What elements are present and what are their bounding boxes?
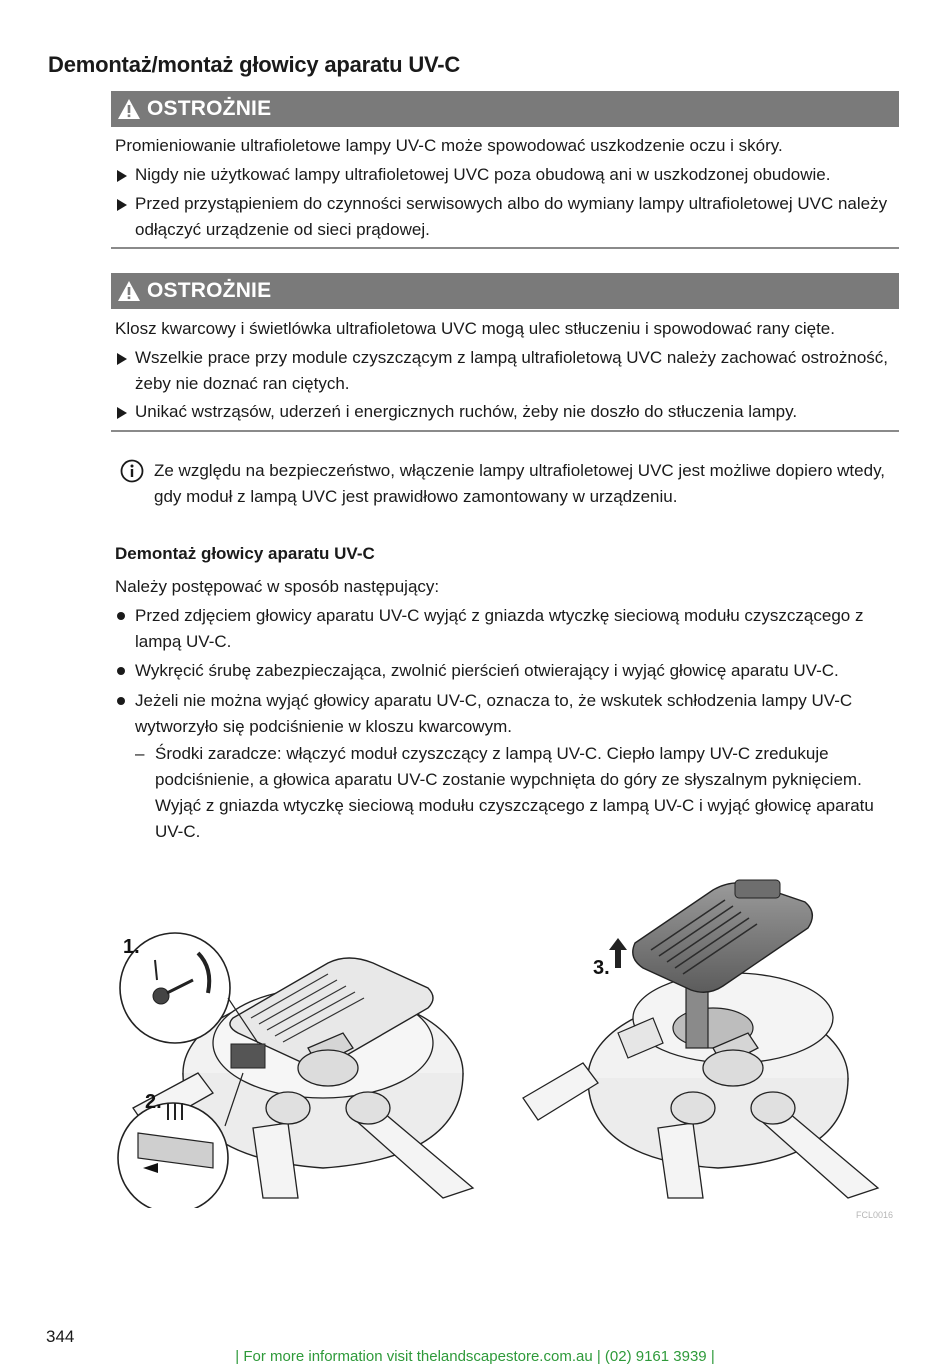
arrow-bullet-icon xyxy=(117,199,127,211)
footer-text: | For more information visit thelandscapestore.com.au | (02) 9161 3939 | xyxy=(235,1348,715,1365)
caution-item xyxy=(115,191,900,243)
left-unit-drawing xyxy=(118,933,473,1208)
caution-item xyxy=(115,162,900,188)
info-icon xyxy=(120,459,144,483)
caution-header-2 xyxy=(111,273,899,309)
step-text: Przed zdjęciem głowicy aparatu UV-C wyjąć z gniazda wtyczkę sieciową modułu czyszczącego z lampą UV-C. xyxy=(135,606,864,651)
caution-item-text: Nigdy nie użytkować lampy ultrafioletowej UVC poza obudową ani w uszkodzonej obudowie. xyxy=(135,165,831,184)
arrow-bullet-icon xyxy=(117,407,127,419)
page-title: Demontaż/montaż głowicy aparatu UV-C xyxy=(48,52,461,77)
remedy-item xyxy=(135,741,900,845)
caution-item xyxy=(115,399,900,425)
step-text: Jeżeli nie można wyjąć głowicy aparatu UV-C, oznacza to, że wskutek schłodzenia lampy UV-C wytworzyło się podciśnienie w kloszu kwarcowym. xyxy=(135,691,853,736)
caution-label: OSTROŻNIE xyxy=(147,97,272,120)
section-intro: Należy postępować w sposób następujący: xyxy=(115,577,440,596)
right-unit-drawing xyxy=(523,880,878,1198)
page-number: 344 xyxy=(46,1327,75,1346)
bullet-dot-icon xyxy=(117,667,125,675)
info-note: Ze względu na bezpieczeństwo, włączenie lampy ultrafioletowej UVC jest możliwe dopiero wtedy, gdy moduł z lampą UVC jest prawidłowo zamontowany w urządzeniu. xyxy=(154,461,886,506)
step-label-2: 2. xyxy=(145,1091,162,1113)
section-heading: Demontaż głowicy aparatu UV-C xyxy=(115,544,375,563)
step-item xyxy=(115,603,900,655)
caution-intro-2: Klosz kwarcowy i świetlówka ultrafioletowa UVC mogą ulec stłuczeniu i spowodować rany cięte. xyxy=(115,319,835,338)
warning-triangle-icon xyxy=(117,279,141,303)
caution-item xyxy=(115,345,900,397)
warning-triangle-icon xyxy=(117,97,141,121)
divider xyxy=(111,430,899,432)
remedy-text: Środki zaradcze: włączyć moduł czyszczący z lampą UV-C. Ciepło lampy UV-C zredukuje podciśnienie, a głowica aparatu UV-C zostanie wypchnięta do góry ze słyszalnym pyknięciem. Wyjąć z gniazda wtyczkę sieciową modułu czyszczącego z lampą UV-C i wyjąć głowicę aparatu UV-C. xyxy=(155,744,874,841)
caution-item-text: Przed przystąpieniem do czynności serwisowych albo do wymiany lampy ultrafioletowej UVC należy odłączyć urządzenie od sieci prądowej. xyxy=(135,194,888,239)
caution-item-text: Unikać wstrząsów, uderzeń i energicznych ruchów, żeby nie doszło do stłuczenia lampy. xyxy=(135,402,798,421)
step-label-1: 1. xyxy=(123,936,140,958)
divider xyxy=(111,247,899,249)
dash-marker: – xyxy=(135,744,145,763)
caution-item-text: Wszelkie prace przy module czyszczącym z lampą ultrafioletową UVC należy zachować ostrożność, żeby nie doznać ran ciętych. xyxy=(135,348,888,393)
step-label-3: 3. xyxy=(593,957,610,979)
bullet-dot-icon xyxy=(117,612,125,620)
arrow-bullet-icon xyxy=(117,353,127,365)
footer-link[interactable] xyxy=(0,1348,950,1365)
step-item xyxy=(115,658,900,684)
caution-header-1 xyxy=(111,91,899,127)
figure-code: FCL0016 xyxy=(856,1210,894,1220)
step-item xyxy=(115,688,900,740)
uvc-head-removal-illustration xyxy=(113,868,901,1208)
step-text: Wykręcić śrubę zabezpieczająca, zwolnić pierścień otwierający i wyjąć głowicę aparatu UV-C. xyxy=(135,661,839,680)
arrow-bullet-icon xyxy=(117,170,127,182)
caution-label: OSTROŻNIE xyxy=(147,279,272,302)
caution-intro-1: Promieniowanie ultrafioletowe lampy UV-C może spowodować uszkodzenie oczu i skóry. xyxy=(115,136,783,155)
bullet-dot-icon xyxy=(117,697,125,705)
